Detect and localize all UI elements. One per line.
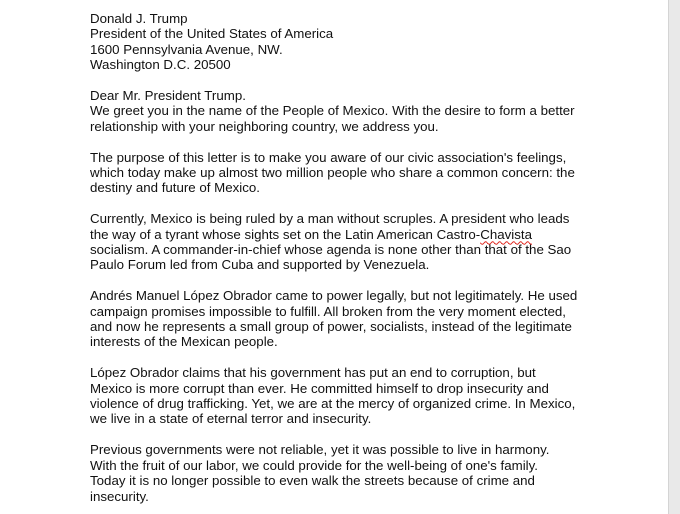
paragraph-current-situation <box>90 211 590 273</box>
address-line-name: Donald J. Trump <box>90 11 188 26</box>
paragraph-5-line-4: we live in a state of eternal terror and insecurity. <box>90 411 372 427</box>
paragraph-spacer <box>90 273 590 288</box>
paragraph-5-line-2: Mexico is more corrupt than ever. He committed himself to drop insecurity and <box>90 380 549 396</box>
paragraph-corruption <box>90 365 590 427</box>
paragraph-5-line-3: violence of drug trafficking. Yet, we are at the mercy of organized crime. In Mexico, <box>90 396 576 412</box>
paragraph-spacer <box>90 350 590 365</box>
paragraph-spacer <box>90 427 590 442</box>
paragraph-3-line-3: socialism. A commander-in-chief whose agenda is none other than that of the Sao <box>90 242 572 258</box>
salutation: Dear Mr. President Trump. <box>90 88 246 104</box>
paragraph-previous-governments <box>90 442 590 504</box>
window-edge <box>668 0 680 514</box>
paragraph-3-line-2-text: the way of a tyrant whose sights set on the Latin American Castro- <box>90 226 481 242</box>
letter-body[interactable] <box>90 11 590 504</box>
paragraph-4-line-2: campaign promises impossible to fulfill. All broken from the very moment elected, <box>90 303 566 319</box>
paragraph-2-line-1: The purpose of this letter is to make you aware of our civic association's feelings, <box>90 149 567 165</box>
address-line-title: President of the United States of America <box>90 26 334 42</box>
recipient-address <box>90 11 590 73</box>
paragraph-spacer <box>90 134 590 149</box>
paragraph-4-line-4: interests of the Mexican people. <box>90 334 278 350</box>
paragraph-1-line-2: relationship with your neighboring country, we address you. <box>90 118 439 134</box>
paragraph-3-line-2 <box>90 227 590 242</box>
salutation-and-intro <box>90 88 590 134</box>
paragraph-6-line-1: Previous governments were not reliable, yet it was possible to live in harmony. <box>90 442 550 458</box>
paragraph-purpose <box>90 150 590 196</box>
paragraph-4-line-1: Andrés Manuel López Obrador came to power legally, but not legitimately. He used <box>90 288 578 304</box>
paragraph-4-line-3: and now he represents a small group of power, socialists, instead of the legitimate <box>90 319 572 335</box>
paragraph-6-line-3: Today it is no longer possible to even walk the streets because of crime and <box>90 473 535 489</box>
paragraph-spacer <box>90 196 590 211</box>
paragraph-5-line-1: López Obrador claims that his government has put an end to corruption, but <box>90 365 536 381</box>
paragraph-2-line-3: destiny and future of Mexico. <box>90 180 260 196</box>
paragraph-3-line-4: Paulo Forum led from Cuba and supported by Venezuela. <box>90 257 430 273</box>
spellcheck-flagged-word[interactable]: Chavista <box>480 226 532 242</box>
paragraph-6-line-2: With the fruit of our labor, we could provide for the well-being of one's family. <box>90 457 538 473</box>
paragraph-spacer <box>90 73 590 88</box>
paragraph-3-line-1: Currently, Mexico is being ruled by a man without scruples. A president who leads <box>90 211 570 227</box>
address-line-street: 1600 Pennsylvania Avenue, NW. <box>90 41 283 57</box>
paragraph-6-line-4: insecurity. <box>90 488 149 504</box>
paragraph-obrador-power <box>90 288 590 350</box>
paragraph-2-line-2: which today make up almost two million people who share a common concern: the <box>90 165 575 181</box>
address-line-city: Washington D.C. 20500 <box>90 57 231 73</box>
paragraph-1-line-1: We greet you in the name of the People of Mexico. With the desire to form a better <box>90 103 575 119</box>
